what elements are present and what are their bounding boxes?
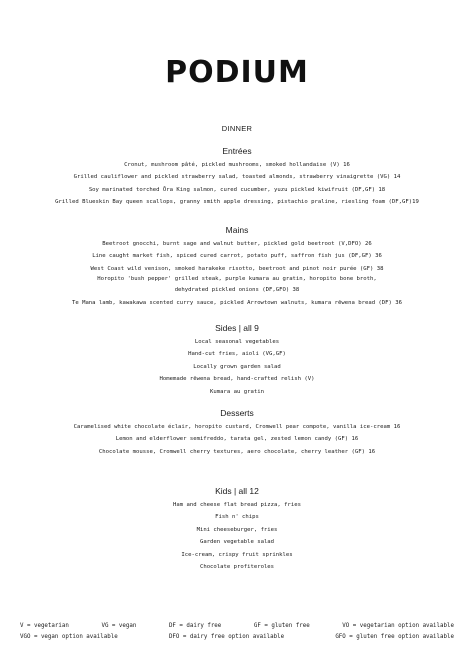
legend-entry: GFO = gluten free option available — [335, 634, 454, 640]
dietary-legend — [20, 621, 454, 643]
menu-item: Lemon and elderflower semifreddo, tarata gel, zested lemon candy (GF) 16 — [115, 436, 359, 443]
menu-item: Grilled Blueskin Bay queen scallops, granny smith apple dressing, pistachio praline, riesling foam (DF,GF)19 — [55, 199, 419, 206]
section-heading: Kids | all 12 — [215, 486, 259, 496]
menu-item: Beetroot gnocchi, burnt sage and walnut butter, pickled gold beetroot (V,DFO) 26 — [102, 241, 372, 247]
legend-entry: DFO = dairy free option available — [168, 634, 285, 640]
menu-item: West Coast wild venison, smoked harakeke risotto, beetroot and pinot noir purée (GF) 38 — [90, 265, 384, 272]
menu-item: Locally grown garden salad — [193, 363, 281, 370]
menu-item: Mini cheeseburger, fries — [196, 526, 278, 533]
menu-item: Caramelised white chocolate éclair, horopito custard, Cromwell pear compote, vanilla ice-cream 16 — [73, 424, 401, 430]
section-heading: Mains — [225, 225, 249, 235]
menu-item: Te Mana lamb, kawakawa scented curry sauce, pickled Arrowtown walnuts, kumara rēwena bread (DF) 36 — [71, 299, 403, 306]
menu-title: DINNER — [221, 124, 253, 133]
menu-item: Cronut, mushroom pâté, pickled mushrooms, smoked hollandaise (V) 16 — [124, 162, 350, 168]
menu-item: Chocolate profiteroles — [199, 563, 275, 570]
menu-item: Hand-cut fries, aioli (VG,GF) — [188, 351, 286, 358]
menu-item: Kumara au gratin — [210, 388, 264, 395]
legend-row — [20, 632, 454, 643]
section-heading: Entrées — [222, 146, 252, 156]
section-kids — [0, 483, 474, 573]
menu-item: Garden vegetable salad — [199, 539, 275, 546]
section-heading: Desserts — [220, 408, 254, 418]
section-entrees — [0, 143, 474, 209]
menu-item: Ham and cheese flat bread pizza, fries — [173, 502, 301, 508]
menu-item: Line caught market fish, spiced cured carrot, potato puff, saffron fish jus (DF,GF) 36 — [92, 253, 382, 260]
legend-entry: V = vegetarian — [20, 623, 69, 629]
legend-entry: VG = vegan — [101, 623, 137, 629]
menu-item: Chocolate mousse, Cromwell cherry textures, aero chocolate, cherry leather (GF) 16 — [98, 448, 376, 455]
legend-row — [20, 621, 454, 632]
menu-item: Horopito 'bush pepper' grilled steak, purple kumara au gratin, horopito bone broth, — [97, 276, 377, 283]
legend-entry: DF = dairy free — [168, 623, 222, 629]
brand-logo: PODIUM — [165, 55, 309, 90]
legend-entry: VO = vegetarian option available — [342, 623, 454, 629]
section-desserts — [0, 405, 474, 458]
menu-item: Homemade rēwena bread, hand-crafted relish (V) — [159, 376, 315, 383]
menu-item-continued: dehydrated pickled onions (DF,GFO) 38 — [174, 287, 300, 294]
section-mains — [0, 222, 474, 309]
menu-item: Local seasonal vegetables — [194, 339, 280, 345]
section-heading: Sides | all 9 — [215, 323, 259, 333]
legend-entry: GF = gluten free — [253, 623, 310, 629]
menu-item: Ice-cream, crispy fruit sprinkles — [181, 551, 293, 558]
legend-entry: VGO = vegan option available — [20, 634, 118, 640]
menu-item: Grilled cauliflower and pickled strawberry salad, toasted almonds, strawberry vinaigrette (VG) 14 — [73, 174, 401, 181]
menu-item: Fish n' chips — [215, 514, 259, 521]
menu-item: Soy marinated torched Ōra King salmon, cured cucumber, yuzu pickled kiwifruit (DF,GF) 18 — [88, 186, 386, 193]
section-sides — [0, 320, 474, 398]
